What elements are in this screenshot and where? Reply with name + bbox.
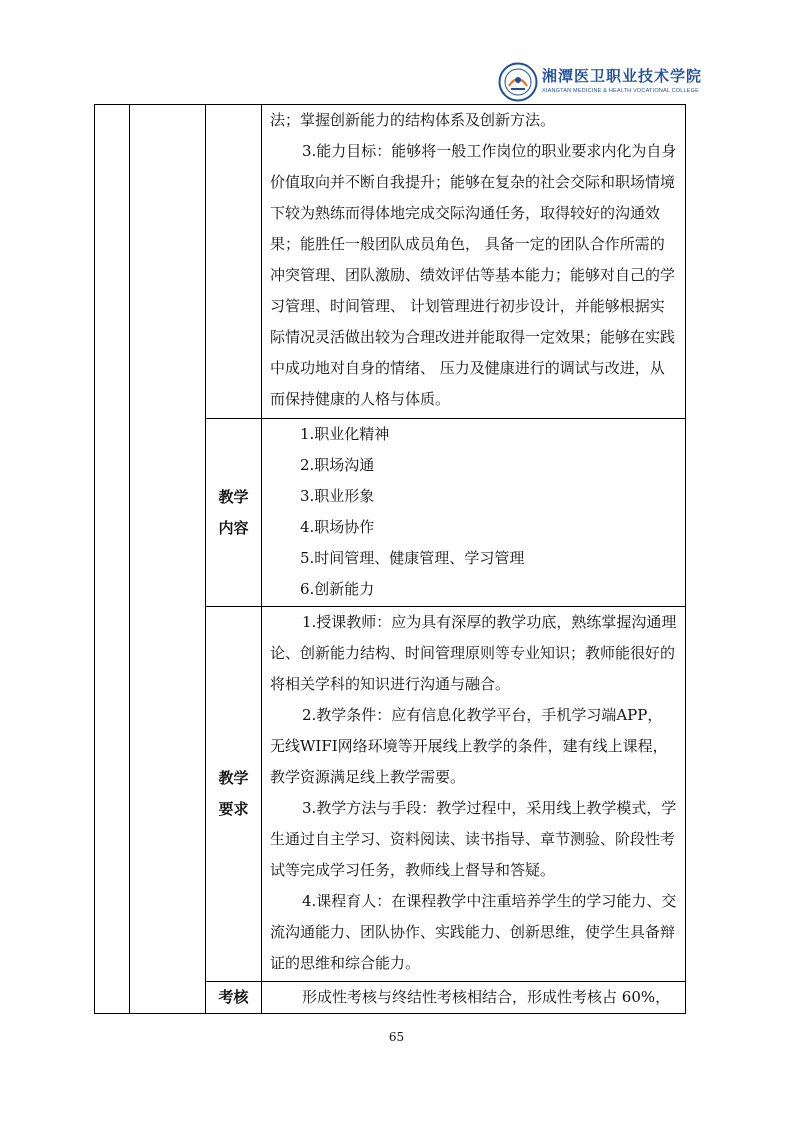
list-item: 6.创新能力 bbox=[300, 580, 375, 598]
content-label bbox=[206, 419, 262, 607]
table-cell-empty-b bbox=[130, 105, 206, 1014]
school-header bbox=[542, 65, 732, 94]
goals-cell bbox=[262, 105, 686, 419]
school-seal-icon bbox=[498, 62, 538, 102]
table-cell-empty-a bbox=[95, 105, 130, 1014]
school-name-en: XIANGTAN MEDICINE & HEALTH VOCATIONAL COLLEGE bbox=[542, 88, 700, 94]
list-item: 3.职业形象 bbox=[300, 487, 375, 505]
assessment-label: 考核 bbox=[206, 982, 262, 1014]
list-item: 1.职业化精神 bbox=[300, 425, 390, 443]
content-cell bbox=[262, 419, 686, 607]
assessment-text: 形成性考核与终结性考核相结合，形成性考核占 60%， bbox=[302, 988, 671, 1006]
course-table bbox=[94, 104, 686, 1014]
table-row-goals bbox=[95, 105, 686, 419]
requirement-paragraph: 2.教学条件：应有信息化教学平台，手机学习端APP，无线WIFI网络环境等开展线上教学的条件，建有线上课程，教学资源满足线上教学需要。 bbox=[270, 706, 668, 786]
requirements-cell bbox=[262, 607, 686, 982]
requirements-label-text: 教学要求 bbox=[218, 769, 249, 818]
list-item: 4.职场协作 bbox=[300, 518, 375, 536]
table-cell-empty-label bbox=[206, 105, 262, 419]
school-name-cn: 湘潭医卫职业技术学院 bbox=[542, 67, 703, 85]
page-number: 65 bbox=[388, 1030, 405, 1044]
list-item: 5.时间管理、健康管理、学习管理 bbox=[300, 549, 525, 567]
requirement-paragraph: 3.教学方法与手段：教学过程中，采用线上教学模式，学生通过自主学习、资料阅读、读书指导、章节测验、阶段性考试等完成学习任务，教师线上督导和答疑。 bbox=[270, 799, 677, 879]
content-label-text: 教学内容 bbox=[218, 487, 249, 537]
requirement-paragraph: 1.授课教师：应为具有深厚的教学功底，熟练掌握沟通理论、创新能力结构、时间管理原则等专业知识；教师能很好的将相关学科的知识进行沟通与融合。 bbox=[270, 613, 677, 693]
goals-line-continued: 法；掌握创新能力的结构体系及创新方法。 bbox=[270, 111, 556, 129]
assessment-cell bbox=[262, 982, 686, 1014]
requirements-label bbox=[206, 607, 262, 982]
requirement-paragraph: 4.课程育人：在课程教学中注重培养学生的学习能力、交流沟通能力、团队协作、实践能力、创新思维，使学生具备辩证的思维和综合能力。 bbox=[270, 892, 677, 972]
ability-goal-paragraph: 3.能力目标：能够将一般工作岗位的职业要求内化为自身价值取向并不断自我提升；能够在复杂的社会交际和职场情境下较为熟练而得体地完成交际沟通任务，取得较好的沟通效果；能胜任一般团队成员角色， 具备一定的团队合作所需的冲突管理、团队激励、绩效评估等基本能力；能够对自己的学习管理、时间管理、 计划管理进行初步设计，并能够根据实际情况灵活做出较为合理改进并能取得一定效果；能够在实践中成功地对自身的情绪、 压力及健康进行的调试与改进，从而保持健康的人格与体质。 bbox=[270, 142, 677, 408]
list-item: 2.职场沟通 bbox=[300, 456, 375, 474]
